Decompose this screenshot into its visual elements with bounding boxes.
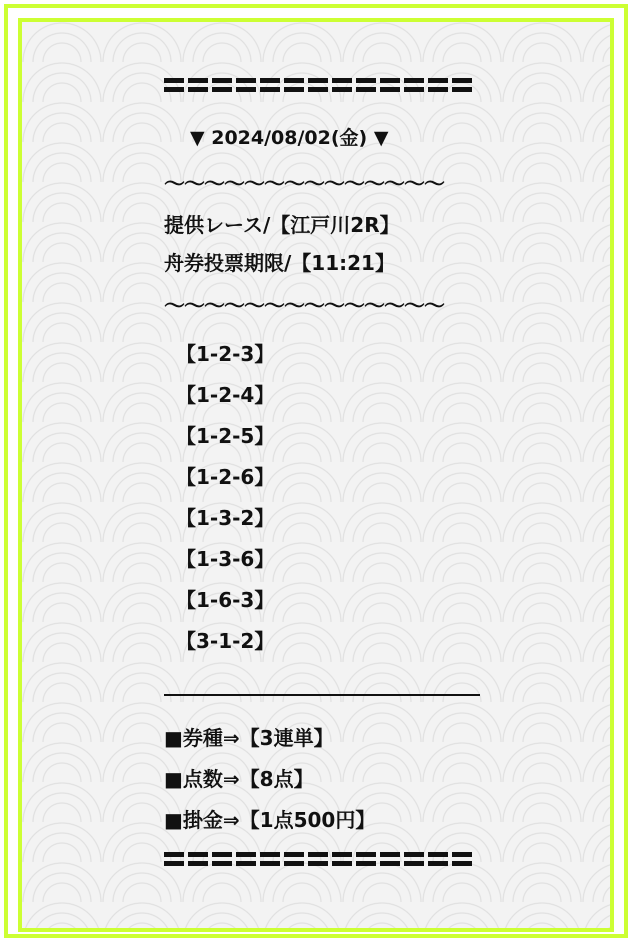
race-info: 提供レース/【江戸川2R】 <box>164 213 400 237</box>
rule-segment <box>236 75 256 95</box>
rule-segment <box>404 75 424 95</box>
pick-item: 【3-1-2】 <box>176 629 275 653</box>
rule-segment <box>452 849 472 869</box>
wave-divider: 〜〜〜〜〜〜〜〜〜〜〜〜〜〜 <box>164 294 444 318</box>
pick-item: 【1-3-6】 <box>176 547 275 571</box>
rule-segment <box>164 849 184 869</box>
wave-divider: 〜〜〜〜〜〜〜〜〜〜〜〜〜〜 <box>164 172 444 196</box>
ticket-type: ■券種⇒【3連単】 <box>164 726 334 750</box>
rule-segment <box>260 849 280 869</box>
rule-segment <box>380 849 400 869</box>
rule-segment <box>332 75 352 95</box>
rule-segment <box>284 849 304 869</box>
pick-item: 【1-6-3】 <box>176 588 275 612</box>
rule-segment <box>212 75 232 95</box>
rule-segment <box>308 75 328 95</box>
deadline-info: 舟券投票期限/【11:21】 <box>164 251 395 275</box>
stake-amount: ■掛金⇒【1点500円】 <box>164 808 376 832</box>
rule-segment <box>188 75 208 95</box>
rule-segment <box>284 75 304 95</box>
bet-summary <box>164 718 484 841</box>
top-double-rule <box>164 75 476 95</box>
betting-ticket <box>164 75 484 869</box>
rule-segment <box>332 849 352 869</box>
rule-segment <box>260 75 280 95</box>
rule-segment <box>380 75 400 95</box>
rule-segment <box>428 75 448 95</box>
pick-item: 【1-2-3】 <box>176 342 275 366</box>
rule-segment <box>188 849 208 869</box>
horizontal-divider <box>164 694 480 696</box>
pick-list <box>164 334 484 662</box>
rule-segment <box>164 75 184 95</box>
rule-segment <box>308 849 328 869</box>
pick-item: 【1-3-2】 <box>176 506 275 530</box>
rule-segment <box>452 75 472 95</box>
pick-item: 【1-2-4】 <box>176 383 275 407</box>
rule-segment <box>356 849 376 869</box>
rule-segment <box>428 849 448 869</box>
point-count: ■点数⇒【8点】 <box>164 767 314 791</box>
date-heading: ▼ 2024/08/02(金) ▼ <box>190 127 389 149</box>
rule-segment <box>404 849 424 869</box>
rule-segment <box>236 849 256 869</box>
pick-item: 【1-2-5】 <box>176 424 275 448</box>
rule-segment <box>212 849 232 869</box>
rule-segment <box>356 75 376 95</box>
bottom-double-rule <box>164 849 476 869</box>
pick-item: 【1-2-6】 <box>176 465 275 489</box>
